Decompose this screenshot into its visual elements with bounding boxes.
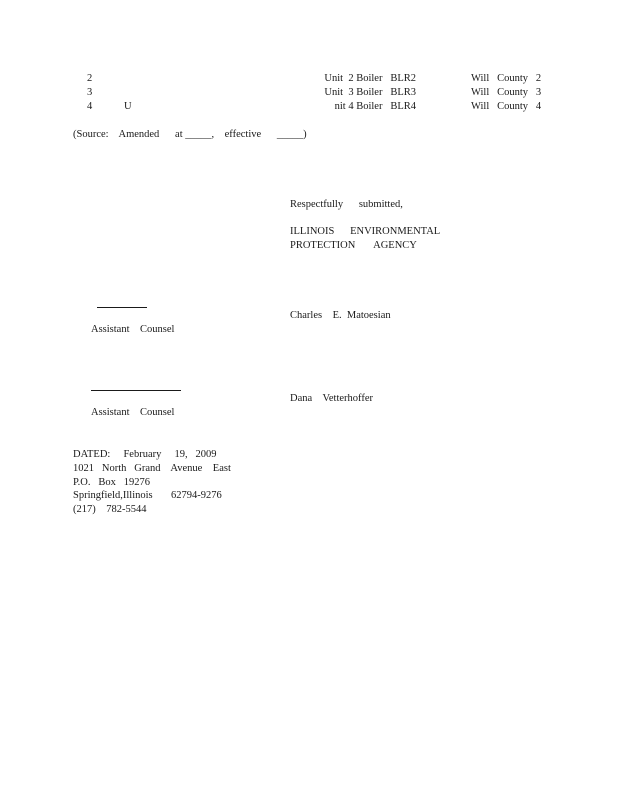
dated-line: DATED: February 19, 2009 [73, 449, 217, 460]
address-line: Springfield,Illinois 62794-9276 [73, 490, 222, 501]
row-number: 3 [87, 87, 93, 98]
signer-name: Dana Vetterhoffer [290, 393, 373, 404]
signer-name: Charles E. Matoesian [290, 310, 391, 321]
unit-description: Unit 3 Boiler BLR3 [324, 87, 416, 98]
agency-name-line1: ILLINOIS ENVIRONMENTAL [290, 226, 441, 237]
row-number: 2 [87, 73, 93, 84]
signature-line [97, 307, 147, 308]
unit-location: Will County 4 [471, 101, 542, 112]
unit-description: nit 4 Boiler BLR4 [334, 101, 416, 112]
row-number: 4 [87, 101, 93, 112]
phone-number: (217) 782-5544 [73, 504, 147, 515]
closing-salutation: Respectfully submitted, [290, 199, 403, 210]
signer-title: Assistant Counsel [91, 324, 175, 335]
agency-name-line2: PROTECTION AGENCY [290, 240, 417, 251]
unit-location: Will County 3 [471, 87, 542, 98]
unit-location: Will County 2 [471, 73, 542, 84]
address-line: P.O. Box 19276 [73, 477, 151, 488]
source-note: (Source: Amended at _____, effective _____) [73, 129, 307, 140]
row-marker: U [124, 101, 132, 112]
unit-description: Unit 2 Boiler BLR2 [324, 73, 416, 84]
address-line: 1021 North Grand Avenue East [73, 463, 231, 474]
signer-title: Assistant Counsel [91, 407, 175, 418]
signature-line [91, 390, 181, 391]
